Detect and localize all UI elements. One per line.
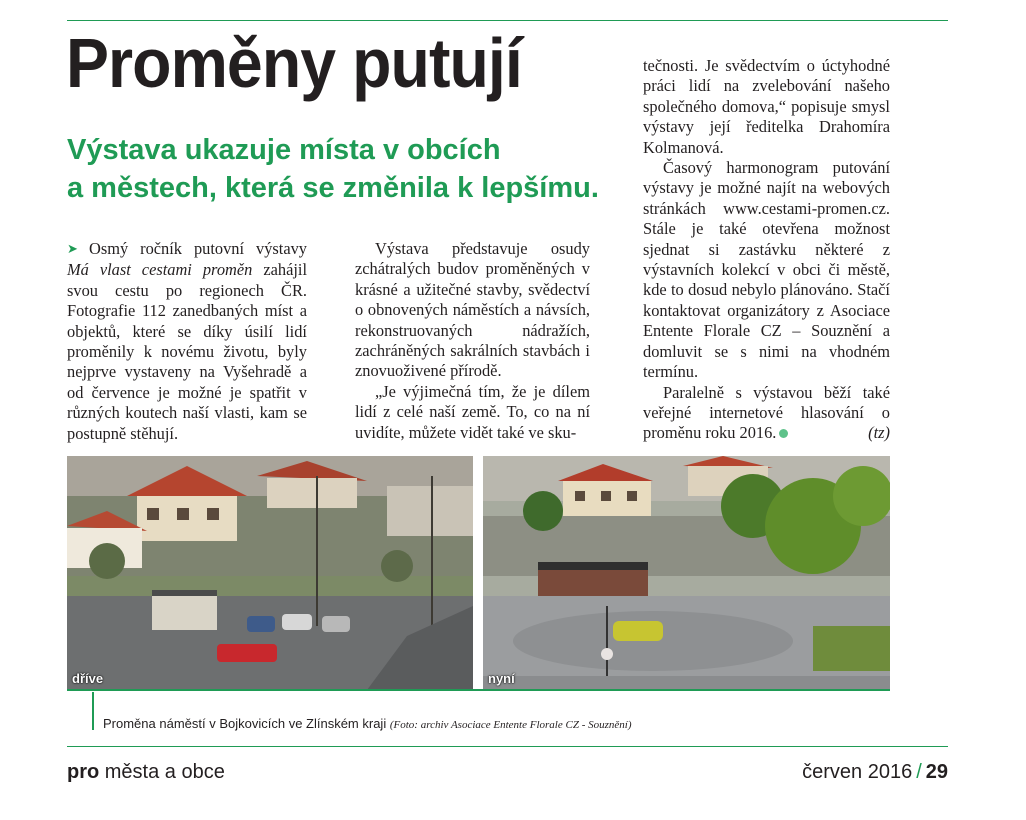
bottom-rule (67, 746, 948, 747)
article-headline: Proměny putují (66, 24, 522, 102)
column-2-paragraph-2: „Je výjimečná tím, že je dílem lidí z celé naší země. To, co na ní uvidíte, můžete vidět také ve sku- (355, 381, 590, 442)
footer-brand-bold: pro (67, 761, 100, 783)
intro-text: Osmý ročník putovní výstavy (89, 239, 307, 258)
photo-before-label: dříve (72, 671, 104, 686)
caption-text: Proměna náměstí v Bojkovicích ve Zlínském kraji (103, 716, 387, 731)
footer-separator: / (916, 761, 922, 783)
photo-after-label: nyní (488, 671, 515, 686)
exhibition-title: Má vlast cestami proměn (67, 260, 253, 280)
footer-issue (802, 761, 948, 784)
lead-arrow-icon: ➤ (67, 242, 78, 257)
column-3-paragraph-2: Časový harmonogram putování výstavy je možné najít na webových stránkách www.cestami-promen.cz. Stále je také otevřena možnost sjednat si zastávku některé z výstavních kolekcí v obci či městě, kde to dosud nebylo plánováno. Stačí kontaktovat organizátory z Asociace Entente Florale CZ – Souznění a domluvit se s nimi na vhodném termínu. (643, 158, 890, 382)
end-of-article-dot-icon (779, 429, 788, 438)
intro-rest-text: zahájil svou cestu po regionech ČR. Fotografie 112 zanedbaných míst a objektů, které se díky úsilí lidí proměnily k novému životu, byly nejprve vystaveny na Vyšehradě a od července je možné je spatřit v různých koutech naší vlasti, kam se postupně stěhují. (67, 260, 308, 443)
column-1-paragraph (67, 239, 307, 444)
photo-before-illustration (67, 456, 473, 690)
subheadline-line-2: a městech, která se změnila k lepšímu. (67, 172, 599, 204)
photo-after-illustration (483, 456, 890, 690)
article-subheadline (67, 131, 627, 207)
photo-caption (103, 716, 631, 731)
subheadline-line-1: Výstava ukazuje místa v obcích (67, 134, 501, 166)
article-column-3 (643, 56, 890, 444)
footer-brand (67, 761, 225, 784)
page-number: 29 (925, 761, 948, 783)
photo-underline (67, 689, 890, 691)
footer-brand-rest: města a obce (99, 761, 225, 783)
article-column-1 (67, 239, 307, 444)
column-3-paragraph-1: tečnosti. Je svědectvím o úctyhodné práci lidí na zvelebování našeho společného domova,“ popisuje smysl výstavy její ředitelka Drahomíra Kolmanová. (643, 56, 890, 157)
caption-bar (92, 692, 94, 730)
photo-after (483, 456, 890, 690)
footer-issue-date: červen 2016 (802, 761, 913, 783)
photo-before (67, 456, 473, 690)
article-column-2 (355, 239, 590, 443)
photo-credit: (Foto: archiv Asociace Entente Florale CZ - Souznění) (389, 719, 632, 731)
closing-text: Paralelně s výstavou běží také veřejné internetové hlasování o proměnu roku 2016. (643, 382, 890, 443)
top-rule (67, 20, 948, 21)
column-2-paragraph-1: Výstava představuje osudy zchátralých budov proměněných v krásné a užitečné stavby, svědectví o obnovených náměstích a návsích, rekonstruovaných nádražích, zachráněných sakrálních stavbách i znovuoživené přírodě. (355, 239, 590, 381)
author-signature: (tz) (868, 423, 890, 443)
column-3-paragraph-3 (643, 383, 890, 444)
